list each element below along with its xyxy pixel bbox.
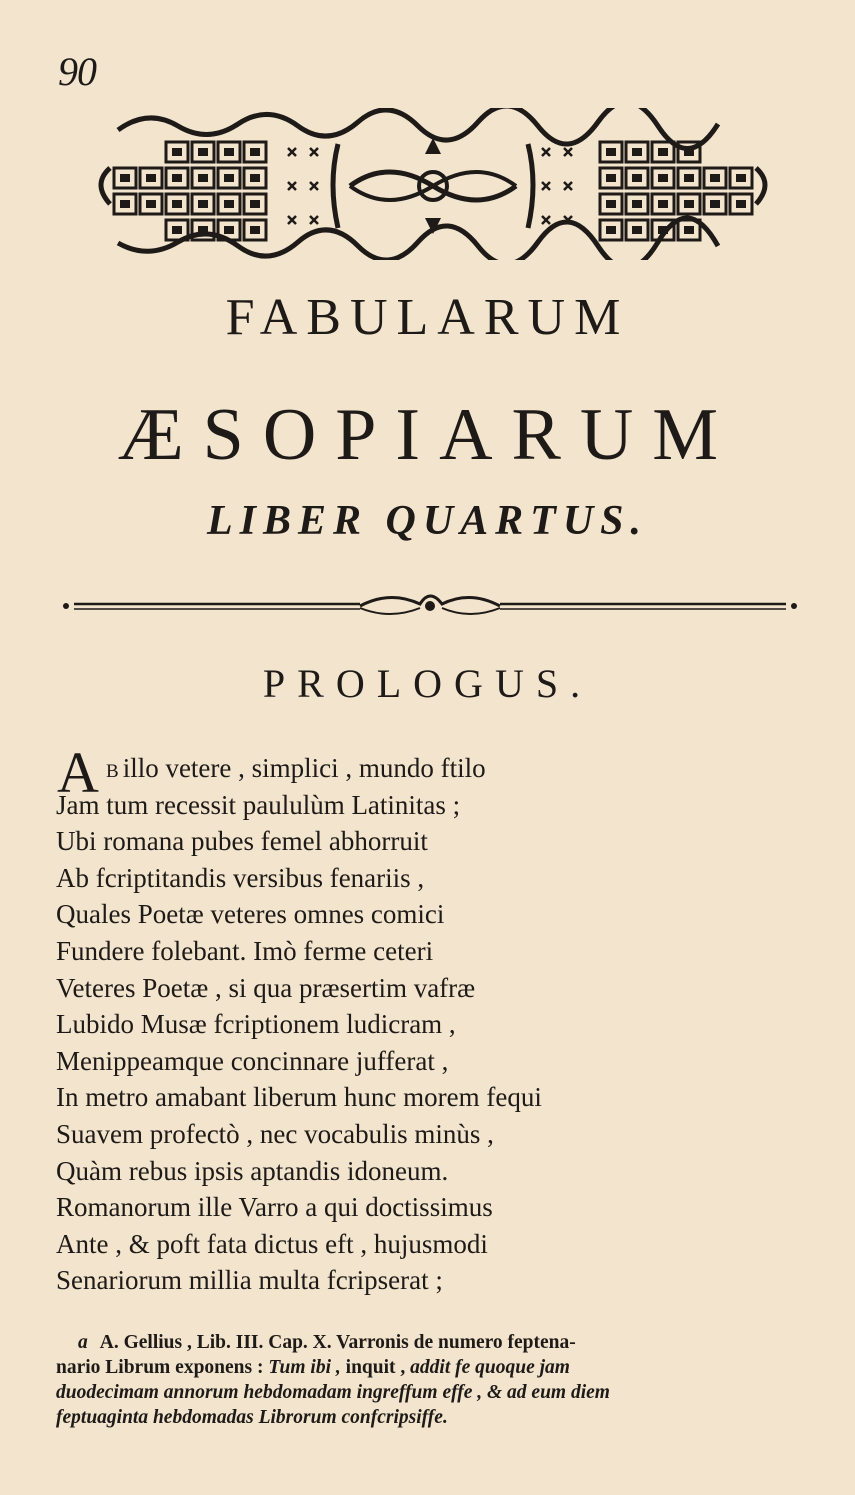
footnote-line-2-italic-end: addit fe quoque jam [410,1357,570,1378]
ornamental-headpiece-icon [88,108,778,260]
title-liber-quartus: LIBER QUARTUS. [206,498,649,544]
poem-line: Lubido Musæ fcriptionem ludicram , [56,1009,456,1040]
footnote-mark: a [78,1332,88,1353]
page-number: 90 [58,49,96,94]
poem-line: Fundere folebant. Imò ferme ceteri [56,935,434,966]
poem-line: Veteres Poetæ , si qua præsertim vafræ [56,972,476,1003]
title-fabularum: FABULARUM [225,289,630,346]
poem-line: Ante , & poft fata dictus eft , hujusmodi [56,1228,488,1259]
poem-line: In metro amabant liberum hunc morem fequi [56,1082,542,1113]
footnote-line-2-inquit: inquit , [345,1357,406,1378]
poem-line: Ab fcriptitandis versibus fenariis , [56,862,425,893]
decorative-rule-icon [60,586,800,626]
poem-line: Suavem profectò , nec vocabulis minùs , [56,1118,494,1149]
footnote-line-2-italic: Tum ibi , [268,1357,341,1378]
title-aesopiarum: ÆSOPIARUM [117,394,738,476]
footnote-line-2-plain: nario Librum exponens : [56,1357,264,1378]
footnote-line-4: feptuaginta hebdomadas Librorum confcripsiffe. [56,1407,448,1428]
poem-line: Senariorum millia multa fcripserat ; [56,1265,443,1296]
poem-line: Romanorum ille Varro a qui doctissimus [56,1192,493,1223]
footnote-line [56,1330,816,1355]
poem-line: Quàm rebus ipsis aptandis idoneum. [56,1155,449,1186]
footnote-line [56,1355,816,1380]
drop-cap: A [57,739,99,805]
footnote [56,1330,816,1430]
first-line-smallcap: B [106,761,119,782]
footnote-line-3: duodecimam annorum hebdomadam ingreffum effe , & ad eum diem [56,1382,610,1403]
poem-line: Menippeamque concinnare jufferat , [56,1045,449,1076]
poem-line: Ubi romana pubes femel abhorruit [56,826,428,857]
footnote-line-1: A. Gellius , Lib. III. Cap. X. Varronis de numero feptena- [99,1332,576,1353]
prologue-poem [56,739,816,1299]
poem-line: Jam tum recessit paululùm Latinitas ; [56,789,461,820]
poem-line: Quales Poetæ veteres omnes comici [56,899,445,930]
section-heading-prologus: PROLOGUS. [262,661,593,706]
first-line-text: illo vetere , simplici , mundo ftilo [122,753,486,783]
